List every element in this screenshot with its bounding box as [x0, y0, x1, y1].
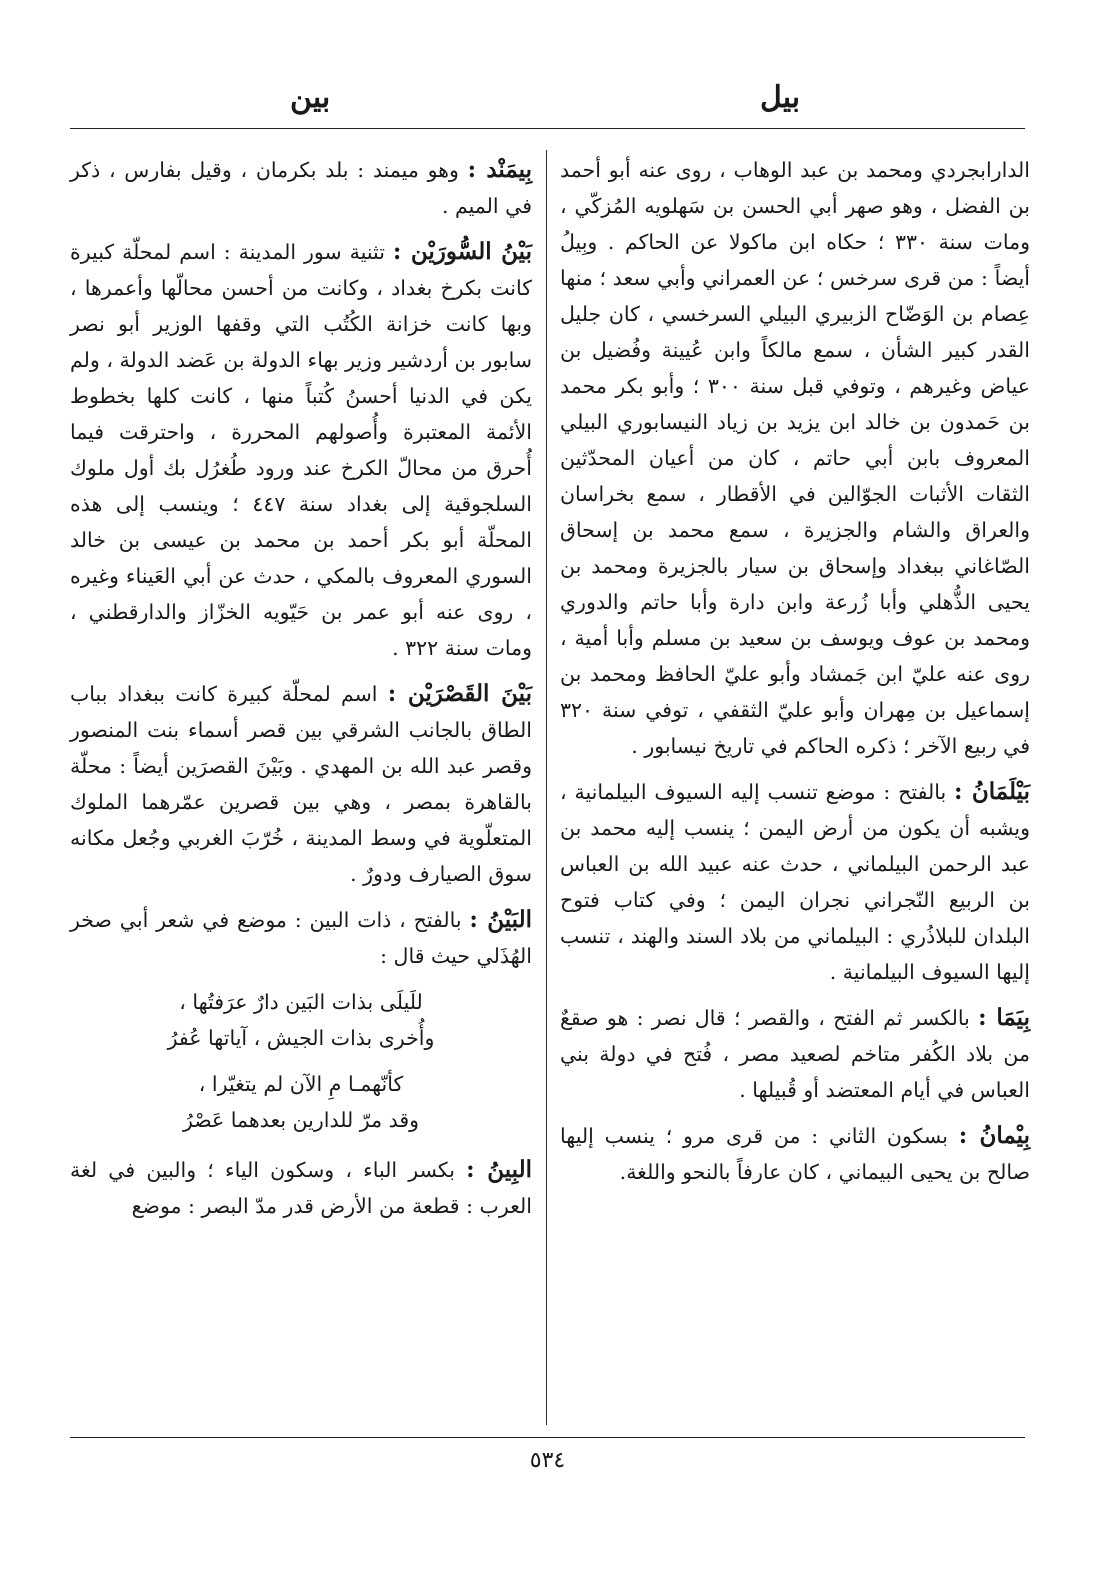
left-column	[70, 152, 532, 1234]
entry-al-bayn	[70, 902, 532, 974]
entry-headword: البَيْنُ :	[469, 906, 532, 933]
page-number: ٥٣٤	[529, 1448, 566, 1473]
verse-line: وقد مرّ للدارين بعدهما عَصْرُ	[182, 1108, 420, 1132]
entry-headword: بِيَمَا :	[978, 1004, 1030, 1031]
entry-text: بسكون الثاني : من قرى مرو ؛ ينسب إليها صالح بن يحيى البيماني ، كان عارفاً بالنحو واللغة.	[560, 1124, 1030, 1184]
entry-headword: بِيْمانُ :	[958, 1122, 1030, 1149]
entry-headword: بَيْنَ القَصْرَيْن :	[387, 680, 532, 707]
entry-text: بالفتح ، ذات البين : موضع في شعر أبي صخر الهُذَلي حيث قال :	[70, 908, 532, 968]
entry-text: بالكسر ثم الفتح ، والقصر ؛ قال نصر : هو صقعٌ من بلاد الكُفر متاخم لصعيد مصر ، فُتح في دولة بني العباس في أيام المعتضد أو قُبيلها .	[560, 1006, 1030, 1102]
right-column	[560, 152, 1030, 1200]
entry-bayama	[560, 1000, 1030, 1108]
running-header-left: بين	[290, 80, 331, 115]
entry-text: وهو ميمند : بلد بكرمان ، وقيل بفارس ، ذكر في الميم .	[70, 158, 532, 218]
entry-text: تثنية سور المدينة : اسم لمحلّة كبيرة كانت بكرخ بغداد ، وكانت من أحسن محالّها وأعمرها ، وبها كانت خزانة الكُتُب التي وقفها الوزير أبو نصر سابور بن أردشير وزير بهاء الدولة بن عَضد الدولة ، ولم يكن في الدنيا أحسنُ كُتباً منها ، كانت كلها بخطوط الأئمة المعتبرة وأُصولهم المحررة ، واحترقت فيما أُحرق من محالّ الكرخ عند ورود طُغرُل بك أول ملوك السلجوقية إلى بغداد سنة ٤٤٧ ؛ وينسب إلى هذه المحلّة أبو بكر أحمد بن محمد بن عيسى بن خالد السوري المعروف بالمكي ، حدث عن أبي العَيناء وغيره ، روى عنه أبو عمر بن حَيّويه الخزّاز والدارقطني ، ومات سنة ٣٢٢ .	[70, 240, 532, 660]
entry-text: بكسر الباء ، وسكون الياء ؛ والبين في لغة العرب : قطعة من الأرض قدر مدّ البصر : موضع	[70, 1158, 532, 1218]
entry-text: الدارابجردي ومحمد بن عبد الوهاب ، روى عنه أبو أحمد بن الفضل ، وهو صهر أبي الحسن بن سَهلويه المُزكّي ، ومات سنة ٣٣٠ ؛ حكاه ابن ماكولا عن الحاكم . وبِيلُ أيضاً : من قرى سرخس ؛ عن العمراني وأبي سعد ؛ منها عِصام بن الوَضّاح الزبيري البيلي السرخسي ، كان جليل القدر كبير الشأن ، سمع مالكاً وابن عُيينة وفُضيل بن عياض وغيرهم ، وتوفي قبل سنة ٣٠٠ ؛ وأبو بكر محمد بن حَمدون بن خالد ابن يزيد بن زياد النيسابوري البيلي المعروف بابن أبي حاتم ، كان من أعيان المحدّثين الثقات الأثبات الجوّالين في الأقطار ، سمع بخراسان والعراق والشام والجزيرة ، سمع محمد بن إسحاق الصّاغاني ببغداد وإسحاق بن سيار بالجزيرة ومحمد بن يحيى الذُّهلي وأبا زُرعة وابن دارة وأبا حاتم والدوري ومحمد بن عوف ويوسف بن سعيد بن مسلم وأبا أمية ، روى عنه عليّ ابن جَمشاد وأبو عليّ الحافظ ومحمد بن إسماعيل بن مِهران وأبو عليّ الثقفي ، توفي سنة ٣٢٠ في ربيع الآخر ؛ ذكره الحاكم في تاريخ نيسابور .	[560, 158, 1030, 758]
entry-text: بالفتح : موضع تنسب إليه السيوف البيلمانية ، ويشبه أن يكون من أرض اليمن ؛ ينسب إليه محمد بن عبد الرحمن البيلماني ، حدث عنه عبيد الله بن العباس بن الربيع النّجراني نجران اليمن ؛ وفي كتاب فتوح البلدان للبلاذُري : البيلماني من بلاد السند والهند ، تنسب إليها السيوف البيلمانية .	[560, 780, 1030, 984]
running-header-right: بيل	[760, 80, 801, 115]
entry-text: اسم لمحلّة كبيرة كانت ببغداد بباب الطاق بالجانب الشرقي بين قصر أسماء بنت المنصور وقصر عبد الله بن المهدي . وبَيْنَ القصرَين أيضاً : محلّة بالقاهرة بمصر ، وهي بين قصرين عمّرهما الملوك المتعلّوية في وسط المدينة ، خُرّبَ الغربي وجُعل مكانه سوق الصيارف ودورٌ .	[70, 682, 532, 886]
entry-bilaman	[560, 774, 1030, 990]
bottom-rule	[70, 1437, 1025, 1438]
entry-headword: بَيْلَمَانُ :	[954, 778, 1031, 805]
entry-bimand	[70, 152, 532, 224]
verse-line: كأنّهمـا مِ الآن لم يتغيّرا ،	[198, 1072, 404, 1096]
column-divider	[546, 150, 547, 1425]
entry-continuation	[560, 152, 1030, 764]
entry-al-bin	[70, 1152, 532, 1224]
entry-bayn-al-surayn	[70, 234, 532, 666]
entry-headword: بِيمَنْد :	[467, 156, 533, 183]
entry-biman	[560, 1118, 1030, 1190]
top-rule	[70, 128, 1025, 129]
poem-verses	[70, 984, 532, 1138]
entry-bayn-al-qasrayn	[70, 676, 532, 892]
verse-line: للَيلَى بذات البَين دارٌ عرَفتُها ،	[179, 990, 423, 1014]
entry-headword: البِينُ :	[466, 1156, 532, 1183]
verse-line: وأُخرى بذات الجيش ، آياتها عُفرُ	[167, 1026, 435, 1050]
entry-headword: بَيْنُ السُّورَيْن :	[392, 238, 532, 265]
